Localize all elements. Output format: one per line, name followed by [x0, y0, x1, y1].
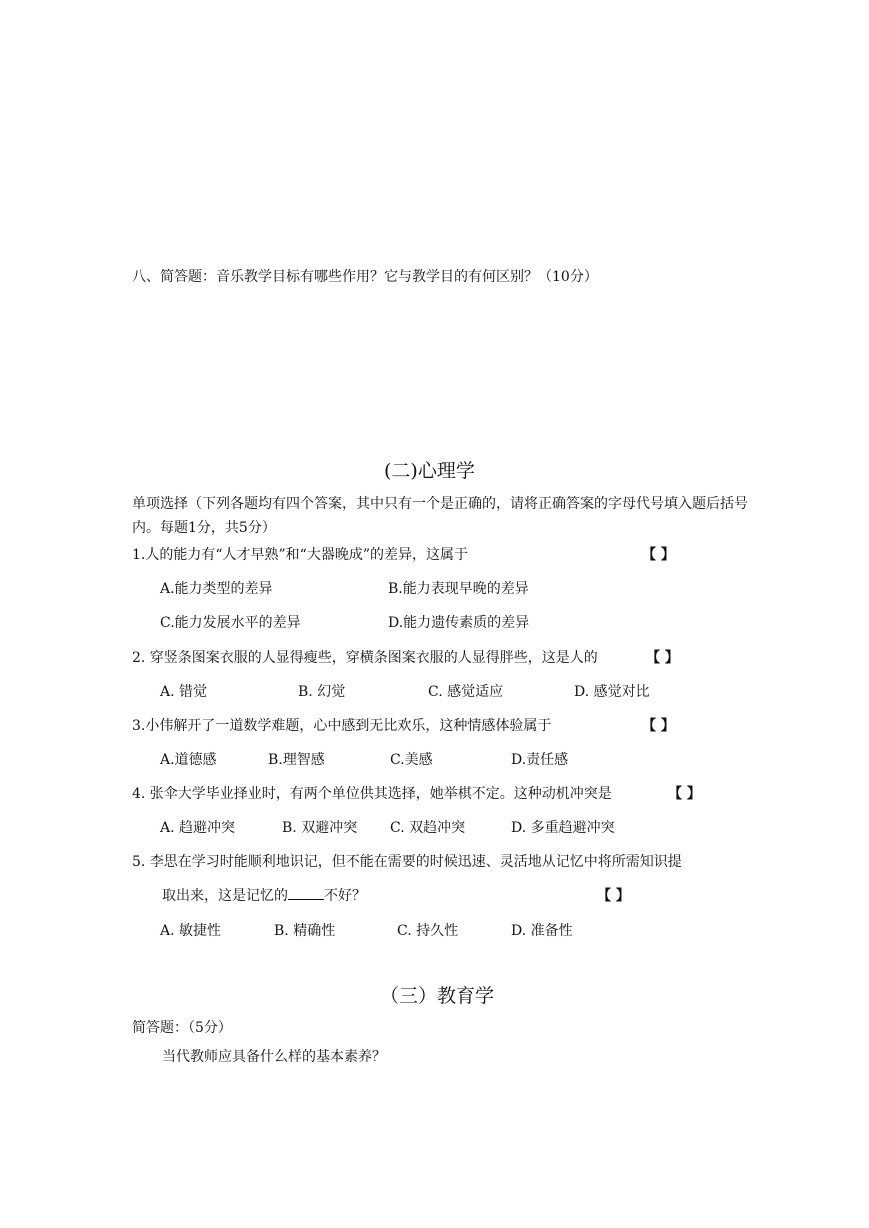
question-3-stem: 3.小伟解开了一道数学难题，心中感到无比欢乐，这种情感体验属于 [132, 718, 552, 734]
option-d[interactable]: D. 准备性 [511, 923, 573, 939]
option-b[interactable]: B. 精确性 [274, 923, 336, 939]
instruction: 单项选择（下列各题均有四个答案，其中只有一个是正确的，请将正确答案的字母代号填入题后括号内。每题1分，共5分） [132, 496, 748, 536]
option-a[interactable]: A. 错觉 [160, 684, 208, 700]
option-c[interactable]: C. 感觉适应 [428, 684, 504, 700]
option-c[interactable]: C. 持久性 [397, 923, 459, 939]
short-answer-label: 简答题：（5分） [132, 1020, 232, 1036]
question-2-stem: 2. 穿竖条图案衣服的人显得瘦些，穿横条图案衣服的人显得胖些，这是人的 [132, 650, 598, 666]
option-b[interactable]: B.理智感 [268, 752, 325, 768]
option-a[interactable]: A. 趋避冲突 [160, 820, 236, 836]
option-a[interactable]: A.道德感 [160, 752, 217, 768]
option-c[interactable]: C.美感 [390, 752, 433, 768]
option-b[interactable]: B. 双避冲突 [282, 820, 358, 836]
option-d[interactable]: D. 多重趋避冲突 [511, 820, 615, 836]
option-d[interactable]: D.能力遗传素质的差异 [388, 615, 530, 631]
option-d[interactable]: D.责任感 [511, 752, 569, 768]
question-1-stem: 1.人的能力有“人才早熟”和“大器晚成”的差异，这属于 [132, 547, 468, 563]
question-8: 八、简答题：音乐教学目标有哪些作用？它与教学目的有何区别？（10分） [132, 269, 598, 285]
option-d[interactable]: D. 感觉对比 [574, 684, 650, 700]
option-b[interactable]: B. 幻觉 [298, 684, 346, 700]
question-2-answer-bracket[interactable]: 【 】 [646, 650, 679, 666]
option-c[interactable]: C.能力发展水平的差异 [160, 615, 301, 631]
short-answer-question: 当代教师应具备什么样的基本素养？ [162, 1049, 386, 1065]
section-title-pedagogy: （三）教育学 [380, 985, 495, 1007]
option-a[interactable]: A. 敏捷性 [160, 923, 222, 939]
section-title-psychology: (二)心理学 [384, 460, 475, 482]
question-4-stem: 4. 张伞大学毕业择业时，有两个单位供其选择，她举棋不定。这种动机冲突是 [132, 786, 612, 802]
question-5-stem: 5. 李思在学习时能顺利地识记，但不能在需要的时候迅速、灵活地从记忆中将所需知识提 [132, 854, 682, 870]
question-5-stem-continued [162, 885, 366, 905]
question-1-answer-bracket[interactable]: 【 】 [642, 547, 675, 563]
option-b[interactable]: B.能力表现早晚的差异 [388, 581, 529, 597]
question-5-answer-bracket[interactable]: 【 】 [597, 888, 630, 904]
question-5-stem-after-blank: 不好？ [324, 888, 366, 904]
option-a[interactable]: A.能力类型的差异 [160, 581, 273, 597]
question-4-answer-bracket[interactable]: 【 】 [668, 786, 701, 802]
question-3-answer-bracket[interactable]: 【 】 [642, 718, 675, 734]
question-5-stem-before-blank: 取出来，这是记忆的 [162, 888, 288, 904]
fill-in-blank[interactable] [288, 887, 324, 900]
option-c[interactable]: C. 双趋冲突 [390, 820, 466, 836]
